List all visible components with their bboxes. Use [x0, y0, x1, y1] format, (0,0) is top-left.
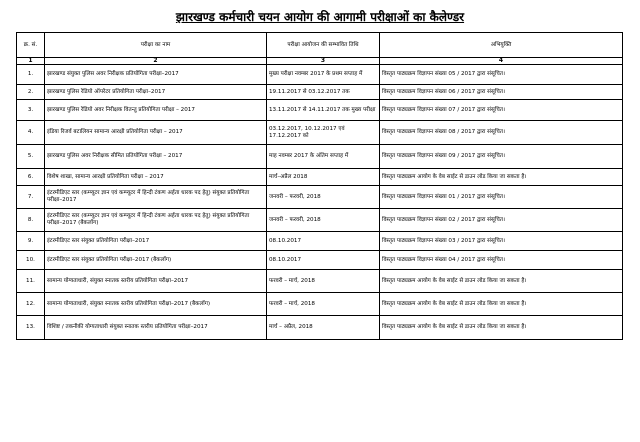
table-row	[17, 232, 623, 251]
exam-name: इंटरमीडिएट स्तर (कम्प्यूटर ज्ञान एवं कम्प्यूटर में हिन्दी टंकण अर्हता धारक पद हेतु) संयुक्त प्रतियोगिता परीक्षा–2017	[45, 186, 267, 209]
exam-name: इंडिया रिजर्व बटालियन सामान्य आरक्षी प्रतियोगिता परीक्षा – 2017	[45, 121, 267, 145]
exam-remark: विस्तृत पाठ्यक्रम विज्ञापन संख्या 09 / 2017 द्वारा संसूचित।	[380, 145, 623, 169]
serial-number: 13.	[17, 316, 45, 340]
exam-date: मुख्य परीक्षा नवम्बर 2017 के प्रथम सप्ताह में	[267, 65, 380, 85]
serial-number: 3.	[17, 100, 45, 121]
column-number: 4	[380, 58, 623, 65]
exam-remark: विस्तृत पाठ्यक्रम विज्ञापन संख्या 02 / 2017 द्वारा संसूचित।	[380, 209, 623, 232]
serial-number: 11.	[17, 270, 45, 293]
exam-date: मार्च–अप्रैल 2018	[267, 169, 380, 186]
exam-date: 08.10.2017	[267, 232, 380, 251]
serial-number: 2.	[17, 85, 45, 100]
serial-number: 1.	[17, 65, 45, 85]
exam-remark: विस्तृत पाठ्यक्रम आयोग के वेब साईट से डाउन लोड किया जा सकता है।	[380, 316, 623, 340]
exam-name: झारखण्ड संयुक्त पुलिस अवर निरीक्षक प्रतियोगिता परीक्षा–2017	[45, 65, 267, 85]
header-exam-date: परीक्षा आयोजन की सम्भावित तिथि	[267, 33, 380, 58]
exam-date: फरवरी – मार्च, 2018	[267, 270, 380, 293]
exam-remark: विस्तृत पाठ्यक्रम विज्ञापन संख्या 07 / 2017 द्वारा संसूचित।	[380, 100, 623, 121]
page-title: झारखण्ड कर्मचारी चयन आयोग की आगामी परीक्षाओं का कैलेण्डर	[175, 10, 465, 24]
table-row	[17, 121, 623, 145]
table-row	[17, 209, 623, 232]
table-row	[17, 186, 623, 209]
exam-name: विशिष्ट / तकनीकी योग्यताधारी संयुक्त स्नातक स्तरीय प्रतियोगिता परीक्षा–2017	[45, 316, 267, 340]
table-row	[17, 100, 623, 121]
exam-remark: विस्तृत पाठ्यक्रम विज्ञापन संख्या 08 / 2017 द्वारा संसूचित।	[380, 121, 623, 145]
serial-number: 4.	[17, 121, 45, 145]
table-row	[17, 270, 623, 293]
exam-date: मार्च – अप्रैल, 2018	[267, 316, 380, 340]
header-serial-number: क्र. सं.	[17, 33, 45, 58]
serial-number: 12.	[17, 293, 45, 316]
exam-name: विशेष शाखा, सामान्य आरक्षी प्रतियोगिता परीक्षा – 2017	[45, 169, 267, 186]
header-remark: अभियुक्ति	[380, 33, 623, 58]
exam-remark: विस्तृत पाठ्यक्रम आयोग के वेब साईट से डाउन लोड किया जा सकता है।	[380, 169, 623, 186]
table-row	[17, 251, 623, 270]
table-row	[17, 145, 623, 169]
exam-date: जनवरी – फरवरी, 2018	[267, 209, 380, 232]
table-row	[17, 293, 623, 316]
table-row	[17, 169, 623, 186]
table-header-row	[17, 33, 623, 58]
exam-date: जनवरी – फरवरी, 2018	[267, 186, 380, 209]
exam-date: फरवरी – मार्च, 2018	[267, 293, 380, 316]
column-number: 1	[17, 58, 45, 65]
column-number: 3	[267, 58, 380, 65]
exam-name: इंटरमीडिएट स्तर संयुक्त प्रतियोगिता परीक्षा–2017 (बैकलॉग)	[45, 251, 267, 270]
exam-date: 03.12.2017, 10.12.2017 एवं 17.12.2017 को	[267, 121, 380, 145]
exam-remark: विस्तृत पाठ्यक्रम आयोग के वेब साईट से डाउन लोड किया जा सकता है।	[380, 270, 623, 293]
exam-remark: विस्तृत पाठ्यक्रम विज्ञापन संख्या 04 / 2017 द्वारा संसूचित।	[380, 251, 623, 270]
exam-remark: विस्तृत पाठ्यक्रम विज्ञापन संख्या 01 / 2017 द्वारा संसूचित।	[380, 186, 623, 209]
exam-remark: विस्तृत पाठ्यक्रम विज्ञापन संख्या 05 / 2017 द्वारा संसूचित।	[380, 65, 623, 85]
exam-remark: विस्तृत पाठ्यक्रम विज्ञापन संख्या 03 / 2017 द्वारा संसूचित।	[380, 232, 623, 251]
table-row	[17, 316, 623, 340]
exam-name: सामान्य योग्यताधारी, संयुक्त स्नातक स्तरीय प्रतियोगिता परीक्षा–2017	[45, 270, 267, 293]
serial-number: 8.	[17, 209, 45, 232]
column-number: 2	[45, 58, 267, 65]
exam-name: झारखण्ड पुलिस अवर निरीक्षक सीमित प्रतियोगिता परीक्षा – 2017	[45, 145, 267, 169]
exam-date: माह नवम्बर 2017 के अंतिम सप्ताह में	[267, 145, 380, 169]
header-exam-name: परीक्षा का नाम	[45, 33, 267, 58]
serial-number: 6.	[17, 169, 45, 186]
serial-number: 10.	[17, 251, 45, 270]
exam-remark: विस्तृत पाठ्यक्रम आयोग के वेब साईट से डाउन लोड किया जा सकता है।	[380, 293, 623, 316]
table-row	[17, 85, 623, 100]
exam-name: इंटरमीडिएट स्तर संयुक्त प्रतियोगिता परीक्षा–2017	[45, 232, 267, 251]
exam-name: इंटरमीडिएट स्तर (कम्प्यूटर ज्ञान एवं कम्प्यूटर में हिन्दी टंकण अर्हता धारक पद हेतु) संयुक्त प्रतियोगिता परीक्षा–2017 (बैकलॉग)	[45, 209, 267, 232]
exam-remark: विस्तृत पाठ्यक्रम विज्ञापन संख्या 06 / 2017 द्वारा संसूचित।	[380, 85, 623, 100]
exam-date: 08.10.2017	[267, 251, 380, 270]
serial-number: 7.	[17, 186, 45, 209]
serial-number: 9.	[17, 232, 45, 251]
serial-number: 5.	[17, 145, 45, 169]
column-number-row	[17, 58, 623, 65]
table-row	[17, 65, 623, 85]
exam-date: 19.11.2017 से 03.12.2017 तक	[267, 85, 380, 100]
exam-calendar-table	[16, 32, 623, 340]
exam-name: झारखण्ड पुलिस रेडियो अवर निरीक्षक वितन्तु प्रतियोगिता परीक्षा – 2017	[45, 100, 267, 121]
exam-name: झारखण्ड पुलिस रेडियो ऑपरेटर प्रतियोगिता परीक्षा–2017	[45, 85, 267, 100]
exam-date: 13.11.2017 से 14.11.2017 तक मुख्य परीक्षा	[267, 100, 380, 121]
exam-name: सामान्य योग्यताधारी, संयुक्त स्नातक स्तरीय प्रतियोगिता परीक्षा–2017 (बैकलॉग)	[45, 293, 267, 316]
